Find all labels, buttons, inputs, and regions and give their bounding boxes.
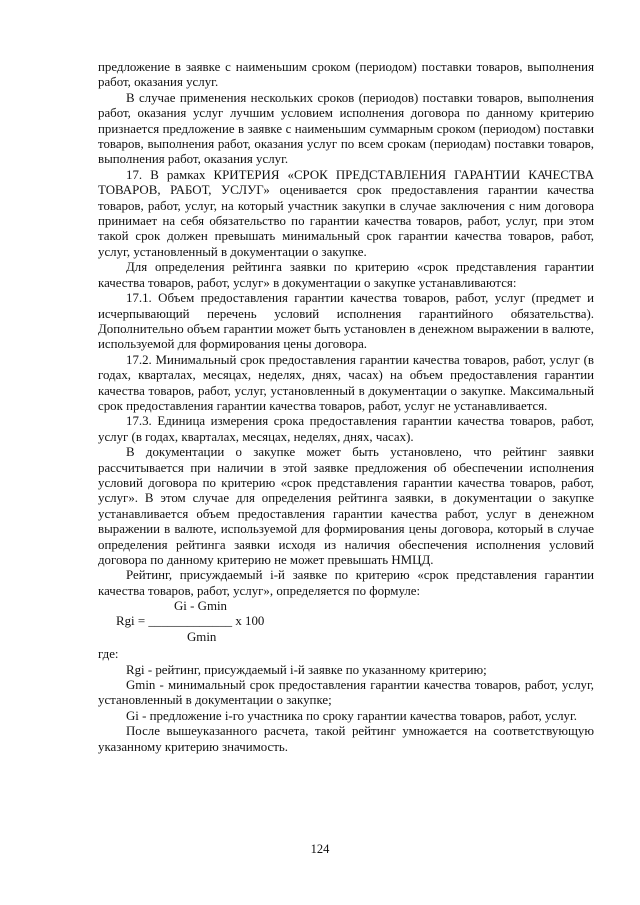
definition-item: Gmin - минимальный срок предоставления гарантии качества товаров, работ, услуг, установленный в документации о закупке; <box>98 678 594 708</box>
paragraph: Рейтинг, присуждаемый i-й заявке по критерию «срок представления гарантии качества товаров, работ, услуг», определяется по формуле: <box>98 568 594 598</box>
paragraph: предложение в заявке с наименьшим сроком (периодом) поставки товаров, выполнения работ, оказания услуг. <box>98 60 594 90</box>
paragraph: В случае применения нескольких сроков (периодов) поставки товаров, выполнения работ, оказания услуг лучшим условием исполнения договора по данному критерию признается предложение в заявке с наименьшим суммарным сроком (периодом) поставки товаров, выполнения работ, оказания услуг по всем срокам (периодам) поставки товаров, выполнения работ, оказания услуг. <box>98 90 594 167</box>
formula-denominator: Gmin <box>187 630 217 645</box>
definition-item: Rgi - рейтинг, присуждаемый i-й заявке по указанному критерию; <box>126 662 487 677</box>
paragraph: Для определения рейтинга заявки по критерию «срок представления гарантии качества товаров, работ, услуг» в документации о закупке устанавливаются: <box>98 260 594 290</box>
formula-lhs: Rgi = _____________ x 100 <box>116 614 265 629</box>
rating-formula <box>116 599 594 647</box>
formula-numerator: Gi - Gmin <box>174 599 227 614</box>
paragraph: 17.1. Объем предоставления гарантии качества товаров, работ, услуг (предмет и исчерпывающий перечень условий исполнения гарантийного обязательства). Дополнительно объем гарантии может быть установлен в денежном выражении в валюте, используемой для формирования цены договора. <box>98 291 594 352</box>
page-number: 124 <box>310 842 330 856</box>
where-label: где: <box>98 647 119 662</box>
paragraph: 17. В рамках КРИТЕРИЯ «СРОК ПРЕДСТАВЛЕНИЯ ГАРАНТИИ КАЧЕСТВА ТОВАРОВ, РАБОТ, УСЛУГ» оценивается срок предоставления гарантии качества товаров, работ, услуг, на который участник закупки в случае заключения с ним договора принимает на себя обязательство по гарантии качества товаров, работ, услуг, при этом такой срок должен превышать минимальный срок гарантии качества товаров, работ, услуг, установленный в документации о закупке. <box>98 167 594 259</box>
definition-item: Gi - предложение i-го участника по сроку гарантии качества товаров, работ, услуг. <box>126 708 578 723</box>
paragraph: 17.2. Минимальный срок предоставления гарантии качества товаров, работ, услуг (в годах, кварталах, месяцах, неделях, днях, часах) на объем предоставления гарантии качества товаров, работ, услуг, установленный в документации о закупке. Максимальный срок предоставления гарантии качества товаров, работ, услуг не устанавливается. <box>98 352 594 413</box>
paragraph: В документации о закупке может быть установлено, что рейтинг заявки рассчитывается при наличии в этой заявке предложения об обеспечении исполнения условий договора по критерию «срок представления гарантии качества товаров, работ, услуг». В этом случае для определения рейтинга заявки, в документации о закупке устанавливается объем предоставления гарантии качества работ, услуг в денежном выражении в валюте, используемой для формирования цены договора, который в случае определения рейтинга заявки исходя из наличия обеспечения исполнения условий договора по данному критерию не может превышать НМЦД. <box>98 445 594 567</box>
closing-paragraph: После вышеуказанного расчета, такой рейтинг умножается на соответствующую указанному критерию значимость. <box>98 724 594 754</box>
paragraph: 17.3. Единица измерения срока предоставления гарантии качества товаров, работ, услуг (в годах, кварталах, месяцах, неделях, днях, часах). <box>98 414 594 444</box>
document-page <box>98 60 594 755</box>
